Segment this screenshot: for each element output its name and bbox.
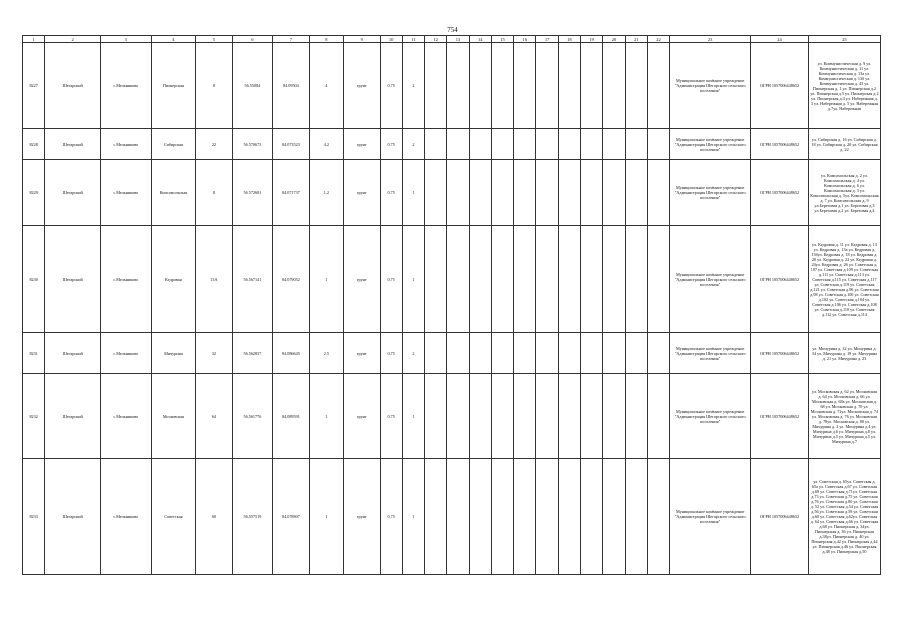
col-header: 21 bbox=[625, 36, 647, 43]
table-row bbox=[23, 43, 881, 129]
table-row bbox=[23, 129, 881, 160]
row-number: 8231 bbox=[23, 333, 45, 374]
district-cell: Шегарский bbox=[45, 459, 101, 575]
addresses-cell: ул. Комсомольская д. 2 ул. Комсомольская д. 4 ул. Комсомольская д. 6 ул. Комсомольская д. 3 ул. Комсомольская д. 5ул. Комсомольская д. 7 ул. Комсомольская д. 9 ул.Береговая д.1 ул. Береговая д.3 ул.Береговая д.2 ул. Береговая д.4 bbox=[808, 160, 880, 226]
street-cell: Советская bbox=[151, 459, 196, 575]
volume-cell: 0.75 bbox=[380, 129, 402, 160]
latitude-cell: 56.570673 bbox=[232, 129, 273, 160]
district-cell: Шегарский bbox=[45, 43, 101, 129]
addresses-cell: ул. Кедровая д. 11 ул. Кедровая д. 13 ул. Кедровая д. 13а ул. Кедровая д. 13бул. Кедровая д. 18 ул. Кедровая д. 20 ул. Кедровая д. 22 ул. Кедровая д. 24ул. Кедровая д. 26 ул. Советская д. 107 ул. Советская д.109 ул. Советская д.111 ул. Советская д.113 ул. Советская д.115 ул. Советская д.117 ул. Советская д.119 ул. Советская д.121 ул. Советская д.96 ул. Советская д.98 ул. Советская д.100 ул. Советская д.102 ул. Советская д.104 ул. Советская д.106 ул. Советская д.108 ул. Советская д.110 ул. Советская д.112 ул. Советская д.114 bbox=[808, 226, 880, 333]
latitude-cell: 56.55084 bbox=[232, 43, 273, 129]
addresses-cell: ул. Московская д. 62 ул. Московская д. 64 ул. Московская д. 66 ул. Московская д. 68а ул. Московская д. 68 ул. Московская д. 70 ул. Московская д. 72ул. Московская д. 74 ул. Московская д. 76 ул. Московская д. 78ул. Московская д. 80 ул. Мичурина д. 2 ул. Мичурина д.4 ул. Мичурина д.6 ул. Мичурина д.8 ул. Мичурина д.5 ул. Мичурина д.5 ул. Мичурина д.7 bbox=[808, 374, 880, 459]
volume-cell: 0.75 bbox=[380, 43, 402, 129]
table-row bbox=[23, 459, 881, 575]
count-cell: 1 bbox=[402, 459, 424, 575]
area-cell: 1 bbox=[309, 374, 343, 459]
owner-cell: Муниципальное казённое учреждение "Администрация Шегарского сельского поселения" bbox=[670, 374, 751, 459]
ogrn-cell: ОГРН 1057006448652 bbox=[751, 374, 809, 459]
street-cell: Пионерская bbox=[151, 43, 196, 129]
addresses-cell: ул. Коммунистическая д. 9 ул. Коммунистическая д. 11 ул. Коммунистическая д. 13а ул. Коммунистическая д. 13б ул. Коммунистическая д. 43 ул. Пионерская д. 1 ул. Пионерская д.2 ул. Пионерская д.5 ул. Пионерская д.2 ул. Пионерская д.4 ул. Набережная д. 3 ул. Набережная д. 5 ул. Набережная д.7ул. Набережная bbox=[808, 43, 880, 129]
col-header: 12 bbox=[425, 36, 447, 43]
owner-cell: Муниципальное казённое учреждение "Администрация Шегарского сельского поселения" bbox=[670, 333, 751, 374]
longitude-cell: 84.071737 bbox=[273, 160, 309, 226]
col-header: 8 bbox=[309, 36, 343, 43]
col-header: 13 bbox=[447, 36, 469, 43]
area-cell: 4.2 bbox=[309, 129, 343, 160]
col-header: 18 bbox=[558, 36, 580, 43]
district-cell: Шегарский bbox=[45, 160, 101, 226]
addresses-cell: ул. Мичурина д. 32 ул. Мичурина д. 34 ул. Мичурина д. 19 ул. Мичурина д. 21 ул. Мичурина д. 23 bbox=[808, 333, 880, 374]
table-row bbox=[23, 160, 881, 226]
house-cell: 13А bbox=[196, 226, 232, 333]
cover-cell: грунт bbox=[344, 374, 380, 459]
col-header: 15 bbox=[491, 36, 513, 43]
col-header: 5 bbox=[196, 36, 232, 43]
locality-cell: с.Мельниково bbox=[100, 226, 151, 333]
owner-cell: Муниципальное казённое учреждение "Администрация Шегарского сельского поселения" bbox=[670, 43, 751, 129]
street-cell: Мичурина bbox=[151, 333, 196, 374]
volume-cell: 0,75 bbox=[380, 333, 402, 374]
cover-cell: грунт bbox=[344, 43, 380, 129]
owner-cell: Муниципальное казённое учреждение "Администрация Шегарского сельского поселения" bbox=[670, 226, 751, 333]
table-row bbox=[23, 226, 881, 333]
area-cell: 4 bbox=[309, 43, 343, 129]
addresses-cell: ул. Советская д. 65ул. Советская д. 65а ул. Советская д.67 ул. Советская д.69 ул. Советская д.71ул. Советская д.73 ул. Советская д.75 ул. Советская д.76 ул. Советская д.80 ул. Советская д. 52 ул. Советская д.54 ул. Советская д.56 ул. Советская д.58 ул. Советская д.60 ул. Советская д.62ул. Советская д. 64 ул. Советская д.66 ул. Советская д.68 ул. Пионерская д. 34ул. Пионерская д. 36 ул. Пионерская д.38ул. Пионерская д. 40 ул. Пионерская д.42 ул. Пионерская д.44 ул. Пионерская д.46 ул. Пионерская д.48 ул. Пионерская д.50 bbox=[808, 459, 880, 575]
locality-cell: с.Мельниково bbox=[100, 333, 151, 374]
col-header: 10 bbox=[380, 36, 402, 43]
col-header: 4 bbox=[151, 36, 196, 43]
district-cell: Шегарский bbox=[45, 333, 101, 374]
ogrn-cell: ОГРН 1057006448652 bbox=[751, 43, 809, 129]
cover-cell: грунт bbox=[344, 129, 380, 160]
col-header: 19 bbox=[581, 36, 603, 43]
street-cell: Сибирская bbox=[151, 129, 196, 160]
col-header: 9 bbox=[344, 36, 380, 43]
longitude-cell: 84.086645 bbox=[273, 333, 309, 374]
col-header: 25 bbox=[808, 36, 880, 43]
street-cell: Кедровая bbox=[151, 226, 196, 333]
street-cell: Комсомольская bbox=[151, 160, 196, 226]
col-header: 24 bbox=[751, 36, 809, 43]
owner-cell: Муниципальное казённое учреждение "Администрация Шегарского сельского поселения" bbox=[670, 459, 751, 575]
locality-cell: с.Мельниково bbox=[100, 459, 151, 575]
house-cell: 60 bbox=[196, 459, 232, 575]
table-row bbox=[23, 374, 881, 459]
owner-cell: Муниципальное казённое учреждение "Администрация Шегарского сельского поселения" bbox=[670, 160, 751, 226]
locality-cell: с.Мельниково bbox=[100, 374, 151, 459]
count-cell: 1 bbox=[402, 226, 424, 333]
col-header: 14 bbox=[469, 36, 491, 43]
row-number: 8230 bbox=[23, 226, 45, 333]
area-cell: 1 bbox=[309, 226, 343, 333]
col-header: 1 bbox=[23, 36, 45, 43]
row-number: 8228 bbox=[23, 129, 45, 160]
area-cell: 1,2 bbox=[309, 160, 343, 226]
ogrn-cell: ОГРН 1057006448652 bbox=[751, 129, 809, 160]
count-cell: 2 bbox=[402, 333, 424, 374]
cover-cell: грунт bbox=[344, 160, 380, 226]
row-number: 8232 bbox=[23, 374, 45, 459]
count-cell: 1 bbox=[402, 160, 424, 226]
longitude-cell: 84.09504 bbox=[273, 43, 309, 129]
locality-cell: с.Мельниково bbox=[100, 160, 151, 226]
table-row bbox=[23, 333, 881, 374]
ogrn-cell: ОГРН 1057006448652 bbox=[751, 459, 809, 575]
longitude-cell: 84,089591 bbox=[273, 374, 309, 459]
col-header: 17 bbox=[536, 36, 558, 43]
district-cell: Шегарский bbox=[45, 374, 101, 459]
district-cell: Шегарский bbox=[45, 226, 101, 333]
count-cell: 2 bbox=[402, 129, 424, 160]
volume-cell: 0,75 bbox=[380, 374, 402, 459]
house-cell: 8 bbox=[196, 160, 232, 226]
house-cell: 64 bbox=[196, 374, 232, 459]
volume-cell: 0,75 bbox=[380, 226, 402, 333]
longitude-cell: 84.073523 bbox=[273, 129, 309, 160]
area-cell: 2.5 bbox=[309, 333, 343, 374]
district-cell: Шегарский bbox=[45, 129, 101, 160]
col-header: 7 bbox=[273, 36, 309, 43]
col-header: 2 bbox=[45, 36, 101, 43]
header-row bbox=[23, 36, 881, 43]
latitude-cell: 56.562837 bbox=[232, 333, 273, 374]
page-number: 754 bbox=[447, 26, 458, 34]
latitude-cell: 56.567141 bbox=[232, 226, 273, 333]
registry-table bbox=[22, 35, 881, 575]
ogrn-cell: ОГРН 1057006448652 bbox=[751, 160, 809, 226]
latitude-cell: 56,561776 bbox=[232, 374, 273, 459]
area-cell: 1 bbox=[309, 459, 343, 575]
house-cell: 22 bbox=[196, 129, 232, 160]
street-cell: Московская bbox=[151, 374, 196, 459]
row-number: 8227 bbox=[23, 43, 45, 129]
col-header: 22 bbox=[647, 36, 669, 43]
house-cell: 8 bbox=[196, 43, 232, 129]
latitude-cell: 56.572681 bbox=[232, 160, 273, 226]
col-header: 23 bbox=[670, 36, 751, 43]
col-header: 20 bbox=[603, 36, 625, 43]
cover-cell: грунт bbox=[344, 226, 380, 333]
cover-cell: грунт bbox=[344, 333, 380, 374]
cover-cell: грунт bbox=[344, 459, 380, 575]
row-number: 8233 bbox=[23, 459, 45, 575]
col-header: 16 bbox=[514, 36, 536, 43]
count-cell: 2 bbox=[402, 43, 424, 129]
col-header: 3 bbox=[100, 36, 151, 43]
latitude-cell: 56,557519 bbox=[232, 459, 273, 575]
col-header: 6 bbox=[232, 36, 273, 43]
locality-cell: с.Мельниково bbox=[100, 129, 151, 160]
volume-cell: 0,75 bbox=[380, 459, 402, 575]
col-header: 11 bbox=[402, 36, 424, 43]
row-number: 8229 bbox=[23, 160, 45, 226]
locality-cell: с.Мельниково bbox=[100, 43, 151, 129]
ogrn-cell: ОГРН 1057006448652 bbox=[751, 226, 809, 333]
owner-cell: Муниципальное казённое учреждение "Администрация Шегарского сельского поселения" bbox=[670, 129, 751, 160]
longitude-cell: 84.079052 bbox=[273, 226, 309, 333]
longitude-cell: 84,078807 bbox=[273, 459, 309, 575]
count-cell: 1 bbox=[402, 374, 424, 459]
addresses-cell: ул. Сибирская д. 16 ул. Сибирская д. 18 ул. Сибирская д. 20 ул. Сибирская д. 22 bbox=[808, 129, 880, 160]
ogrn-cell: ОГРН 1057006448652 bbox=[751, 333, 809, 374]
volume-cell: 0,75 bbox=[380, 160, 402, 226]
house-cell: 32 bbox=[196, 333, 232, 374]
